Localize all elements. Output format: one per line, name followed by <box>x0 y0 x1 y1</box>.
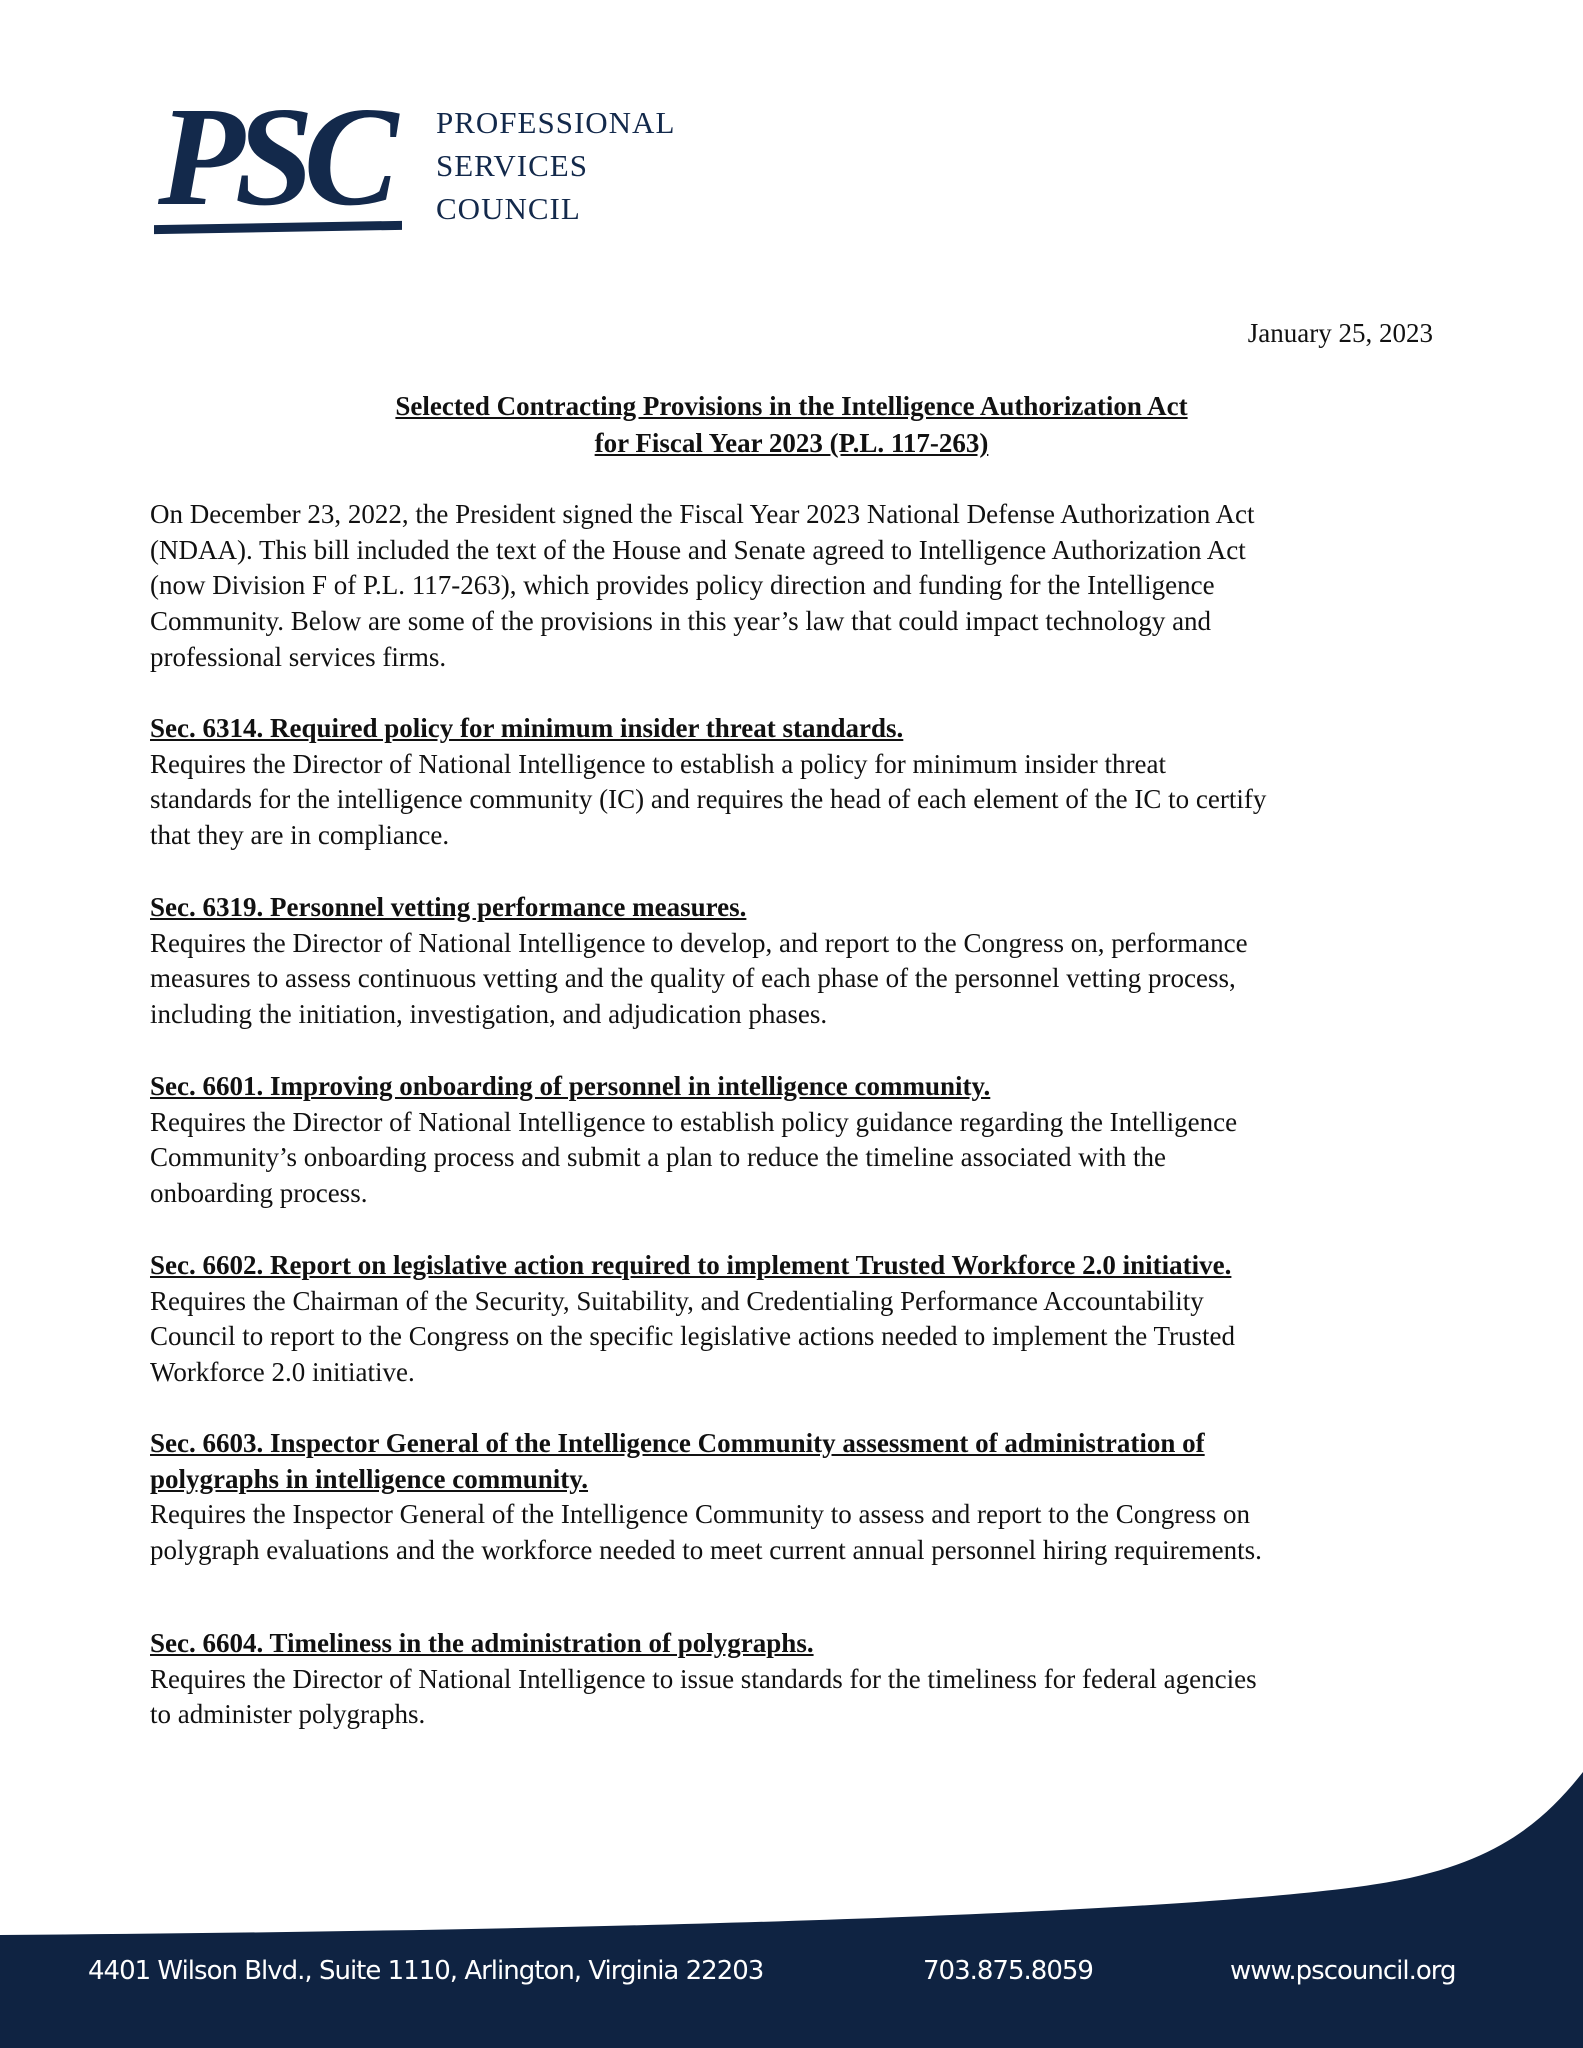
text-line: professional services firms. <box>150 641 447 672</box>
logo-word: SERVICES <box>436 148 588 183</box>
text-line: measures to assess continuous vetting and the quality of each phase of the personnel vetting process, <box>150 963 1236 994</box>
logo-word: PROFESSIONAL <box>436 105 676 140</box>
section-heading: Sec. 6319. Personnel vetting performance measures. <box>150 892 747 922</box>
logo-mark: PSC <box>158 77 389 235</box>
section-heading: Sec. 6604. Timeliness in the administration of polygraphs. <box>150 1628 814 1658</box>
title-line: for Fiscal Year 2023 (P.L. 117-263) <box>594 428 989 458</box>
text-line: Requires the Director of National Intelligence to establish a policy for minimum insider threat <box>150 748 1166 779</box>
text-line: On December 23, 2022, the President signed the Fiscal Year 2023 National Defense Authorization Act <box>150 499 1255 529</box>
text-line: (now Division F of P.L. 117-263), which provides policy direction and funding for the Intelligence <box>150 570 1215 601</box>
text-line: Requires the Director of National Intelligence to issue standards for the timeliness for federal agencies <box>150 1663 1257 1694</box>
text-line: Workforce 2.0 initiative. <box>150 1357 415 1388</box>
text-line: Council to report to the Congress on the specific legislative actions needed to implement the Trusted <box>150 1321 1236 1352</box>
text-line: Community. Below are some of the provisions in this year’s law that could impact technology and <box>150 606 1212 637</box>
footer-website[interactable]: www.pscouncil.org <box>1230 1956 1456 1986</box>
text-line: including the initiation, investigation, and adjudication phases. <box>150 999 828 1030</box>
section-heading: Sec. 6602. Report on legislative action required to implement Trusted Workforce 2.0 initiative. <box>150 1250 1232 1280</box>
section-heading: Sec. 6601. Improving onboarding of personnel in intelligence community. <box>150 1071 991 1101</box>
section-heading: polygraphs in intelligence community. <box>150 1463 589 1494</box>
letter-date: January 25, 2023 <box>1247 318 1433 348</box>
footer-phone: 703.875.8059 <box>923 1956 1093 1986</box>
text-line: that they are in compliance. <box>150 820 450 851</box>
section-heading: Sec. 6603. Inspector General of the Intelligence Community assessment of administration of <box>150 1428 1205 1458</box>
text-line: Requires the Inspector General of the Intelligence Community to assess and report to the Congress on <box>150 1499 1250 1530</box>
title-line: Selected Contracting Provisions in the Intelligence Authorization Act <box>395 391 1188 421</box>
logo-word: COUNCIL <box>436 191 581 226</box>
text-line: Requires the Director of National Intelligence to establish policy guidance regarding the Intelligence <box>150 1106 1238 1137</box>
text-line: Requires the Chairman of the Security, Suitability, and Credentialing Performance Accountability <box>150 1285 1204 1316</box>
text-line: Community’s onboarding process and submit a plan to reduce the timeline associated with the <box>150 1142 1167 1173</box>
text-line: polygraph evaluations and the workforce needed to meet current annual personnel hiring requirements. <box>150 1535 1262 1566</box>
text-line: onboarding process. <box>150 1178 368 1209</box>
section-heading: Sec. 6314. Required policy for minimum insider threat standards. <box>150 713 904 743</box>
footer-address: 4401 Wilson Blvd., Suite 1110, Arlington, Virginia 22203 <box>88 1956 764 1986</box>
text-line: to administer polygraphs. <box>150 1699 426 1730</box>
text-line: Requires the Director of National Intelligence to develop, and report to the Congress on, performance <box>150 927 1248 958</box>
text-line: (NDAA). This bill included the text of the House and Senate agreed to Intelligence Authorization Act <box>150 534 1246 565</box>
text-line: standards for the intelligence community (IC) and requires the head of each element of the IC to certify <box>150 784 1267 815</box>
